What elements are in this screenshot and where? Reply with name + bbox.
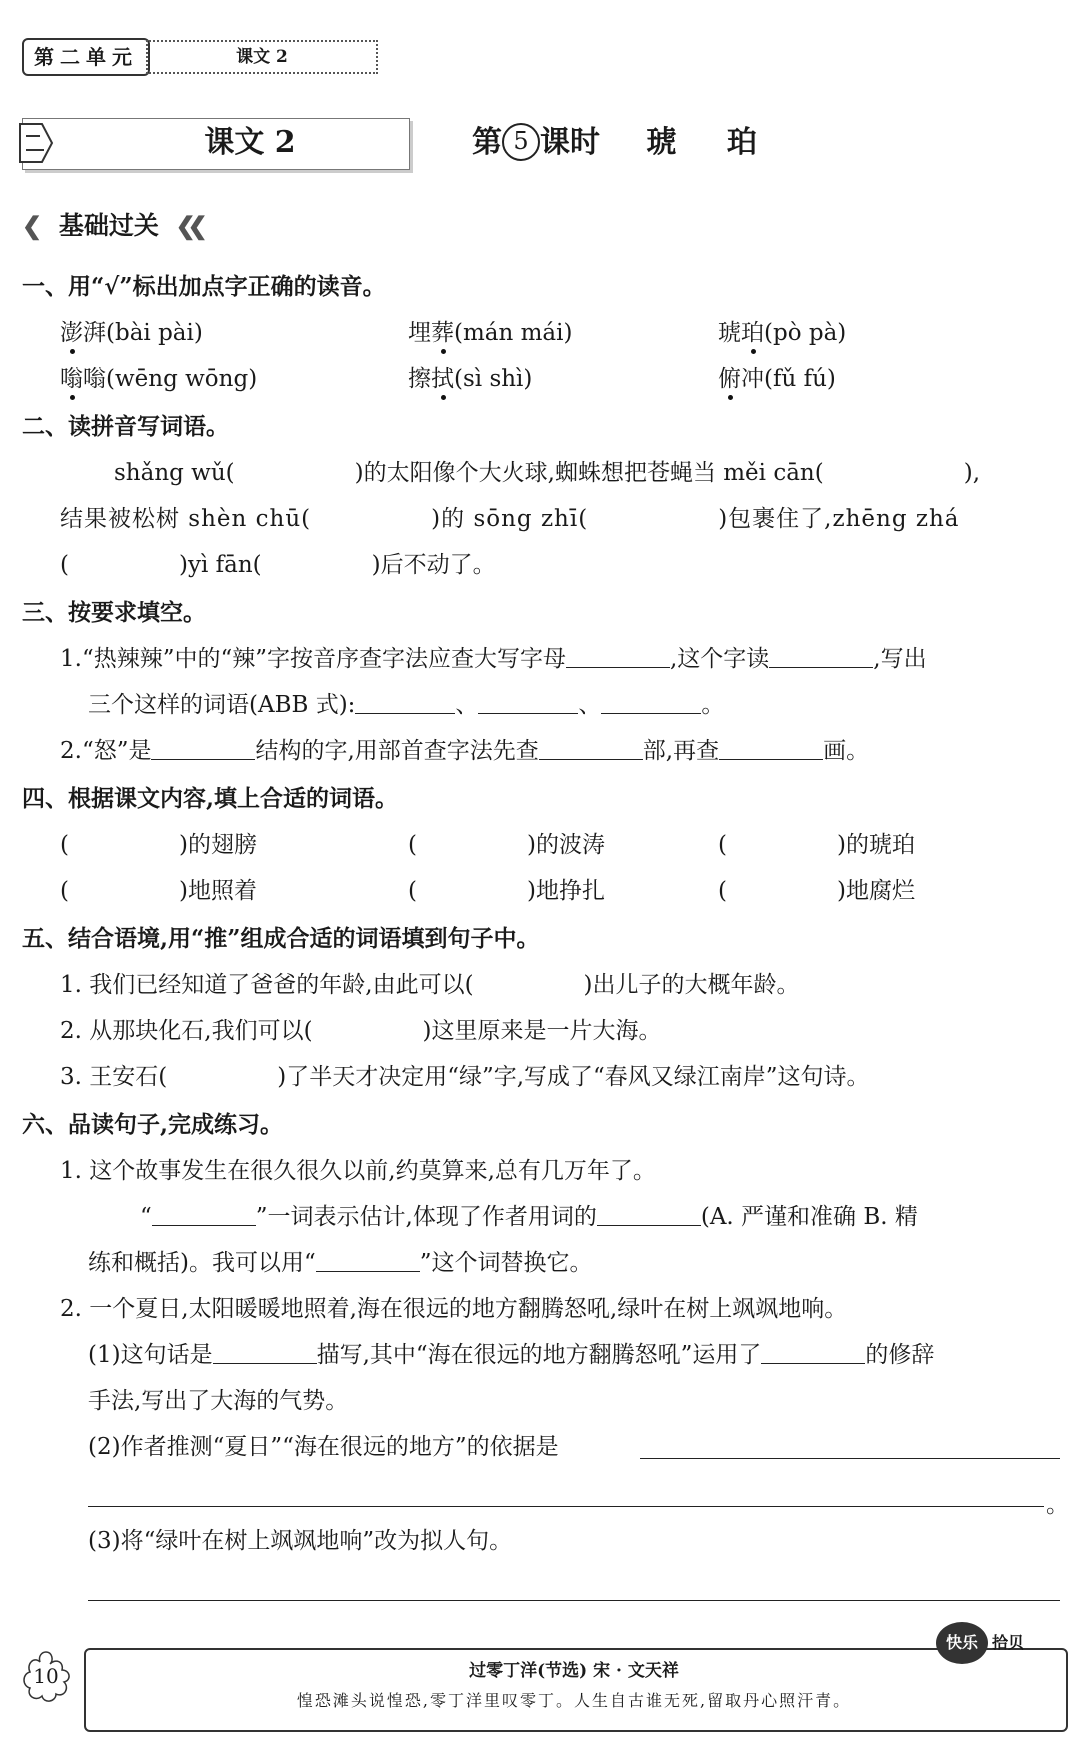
q6-title: 六、品读句子,完成练习。: [22, 1111, 284, 1138]
q5-sentence-2: 2. 从那块化石,我们可以( )这里原来是一片大海。: [60, 1018, 662, 1044]
q4-item: ( )地腐烂: [718, 878, 915, 904]
answer-blank[interactable]: [152, 1203, 256, 1226]
lesson-title: 课文 2: [204, 125, 296, 160]
q6-sentence-1: 1. 这个故事发生在很久很久以前,约莫算来,总有几万年了。: [60, 1158, 656, 1184]
q3-line3: 2.“怒”是 结构的字,用部首查字法先查 部,再查 画。: [60, 738, 870, 764]
q3-title: 三、按要求填空。: [22, 599, 206, 626]
banner-arrow-icon: [18, 122, 54, 164]
answer-blank[interactable]: [761, 1341, 865, 1364]
q6-part-2: (2)作者推测“夏日”“海在很远的地方”的依据是: [88, 1434, 559, 1460]
double-chevron-left-icon: ❮❮: [175, 211, 200, 240]
q4-title: 四、根据课文内容,填上合适的词语。: [22, 785, 399, 812]
poem-title: 过零丁洋(节选) 宋 · 文天祥: [469, 1661, 679, 1681]
answer-blank[interactable]: [601, 691, 701, 714]
period-post: 课时: [540, 125, 600, 160]
q2-line3: ( )yì fān( )后不动了。: [60, 552, 496, 578]
answer-blank[interactable]: [719, 737, 823, 760]
answer-blank[interactable]: [539, 737, 643, 760]
q1-pinyin: (pò pà): [764, 320, 847, 346]
q4-item: ( )地挣扎: [408, 878, 605, 904]
q1-item: 嗡嗡(wēng wōng): [60, 366, 258, 392]
lesson-name: 琥 珀: [646, 125, 777, 160]
q1-pinyin: (bài pài): [106, 320, 203, 346]
q3-line2: 三个这样的词语(ABB 式): 、 、 。: [88, 692, 725, 718]
q1-word: 澎: [60, 320, 83, 346]
q1-item: 埋葬(mán mái): [408, 320, 573, 346]
q6-part-1-cont: 手法,写出了大海的气势。: [88, 1388, 349, 1414]
period-pre: 第: [472, 125, 502, 160]
q4-item: ( )的波涛: [408, 832, 605, 858]
q1-item: 琥珀(pò pà): [718, 320, 847, 346]
answer-blank[interactable]: [316, 1249, 420, 1272]
section-basic: [22, 206, 200, 246]
q2-line2: 结果被松树 shèn chū( )的 sōng zhī( )包裹住了,zhēng zhá: [60, 506, 960, 532]
answer-blank[interactable]: [597, 1203, 701, 1226]
period-number: 5: [502, 123, 540, 161]
q6-part-3: (3)将“绿叶在树上飒飒地响”改为拟人句。: [88, 1528, 513, 1554]
q2-title: 二、读拼音写词语。: [22, 413, 229, 440]
answer-blank[interactable]: [566, 645, 670, 668]
period-mark: 。: [1046, 1492, 1069, 1518]
answer-line[interactable]: [640, 1458, 1060, 1459]
q6-s1-question-cont: 练和概括)。我可以用“ ”这个词替换它。: [88, 1250, 593, 1276]
unit-tag: 第二单元: [22, 38, 150, 76]
q6-sentence-2: 2. 一个夏日,太阳暖暖地照着,海在很远的地方翻腾怒吼,绿叶在树上飒飒地响。: [60, 1296, 848, 1322]
q4-item: ( )地照着: [60, 878, 257, 904]
q1-pinyin: (sì shì): [454, 366, 533, 392]
chevron-left-icon: ❮: [22, 211, 43, 240]
brand-sub: 拾贝: [992, 1633, 1025, 1652]
q1-item: 擦拭(sì shì): [408, 366, 533, 392]
q4-item: ( )的翅膀: [60, 832, 257, 858]
q4-item: ( )的琥珀: [718, 832, 915, 858]
q1-item: 俯冲(fǔ fú): [718, 366, 836, 392]
q1-pinyin: (fǔ fú): [764, 366, 836, 392]
q6-s1-question: “ ”一词表示估计,体现了作者用词的 (A. 严谨和准确 B. 精: [140, 1204, 918, 1230]
poem-text: 惶恐滩头说惶恐,零丁洋里叹零丁。人生自古谁无死,留取丹心照汗青。: [296, 1691, 852, 1710]
q5-sentence-3: 3. 王安石( )了半天才决定用“绿”字,写成了“春风又绿江南岸”这句诗。: [60, 1064, 870, 1090]
page-number: 10: [33, 1664, 59, 1688]
section-label: 基础过关: [58, 211, 159, 240]
answer-blank[interactable]: [355, 691, 455, 714]
answer-line[interactable]: [88, 1506, 1044, 1507]
q1-pinyin: (wēng wōng): [106, 366, 258, 392]
q5-title: 五、结合语境,用“推”组成合适的词语填到句子中。: [22, 925, 540, 952]
brand-badge: [936, 1620, 1046, 1670]
q1-item: 澎湃(bài pài): [60, 320, 203, 346]
answer-blank[interactable]: [213, 1341, 317, 1364]
answer-blank[interactable]: [478, 691, 578, 714]
answer-blank[interactable]: [769, 645, 873, 668]
q5-sentence-1: 1. 我们已经知道了爸爸的年龄,由此可以( )出儿子的大概年龄。: [60, 972, 800, 998]
q6-part-1: (1)这句话是 描写,其中“海在很远的地方翻腾怒吼”运用了 的修辞: [88, 1342, 935, 1368]
q1-title: 一、用“√”标出加点字正确的读音。: [22, 273, 386, 300]
q3-line1: 1.“热辣辣”中的“辣”字按音序查字法应查大写字母 ,这个字读 ,写出: [60, 646, 927, 672]
answer-blank[interactable]: [151, 737, 255, 760]
q2-line1: shǎng wǔ( )的太阳像个大火球,蜘蛛想把苍蝇当 měi cān( ),: [114, 460, 981, 486]
lesson-tag: 课文 2: [146, 40, 378, 74]
brand-main: 快乐: [936, 1622, 988, 1664]
answer-line[interactable]: [88, 1600, 1060, 1601]
q1-pinyin: (mán mái): [454, 320, 573, 346]
period-title: [472, 118, 777, 168]
